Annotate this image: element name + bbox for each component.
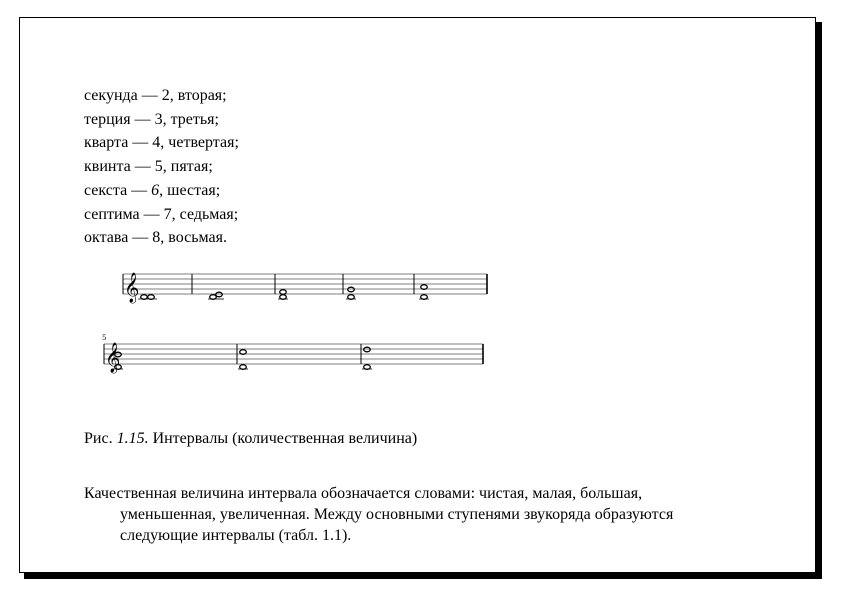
whole-note bbox=[216, 292, 223, 297]
music-staff-1 bbox=[115, 268, 495, 310]
interval-item: секунда — 2, вторая; bbox=[84, 87, 227, 104]
paragraph-line: следующие интервалы (табл. 1.1). bbox=[120, 527, 352, 544]
frame-shadow-bottom bbox=[24, 573, 822, 579]
interval-item: октава — 8, восьмая. bbox=[84, 229, 228, 247]
interval-item: секста — 6, шестая; bbox=[84, 181, 221, 199]
frame-shadow-right bbox=[816, 22, 822, 578]
paragraph-line: Качественная величина интервала обозначается словами: чистая, малая, большая, bbox=[84, 485, 643, 502]
body-paragraph bbox=[84, 483, 804, 546]
measure-number: 5 bbox=[102, 334, 107, 342]
treble-clef-icon: 𝄞 bbox=[124, 273, 140, 303]
interval-item: кварта — 4, четвертая; bbox=[84, 134, 239, 152]
interval-list bbox=[84, 84, 239, 250]
whole-note bbox=[348, 287, 355, 292]
figure-caption: Рис. 1.15. Интервалы (количественная величина) bbox=[84, 430, 418, 447]
interval-item: квинта — 5, пятая; bbox=[84, 158, 213, 176]
interval-item: терция — 3, третья; bbox=[84, 110, 219, 128]
treble-clef-icon: 𝄞 bbox=[105, 343, 121, 373]
music-staff-2 bbox=[96, 333, 490, 375]
paragraph-line: уменьшенная, увеличенная. Между основными ступенями звукоряда образуются bbox=[120, 506, 674, 523]
interval-item: септима — 7, седьмая; bbox=[84, 205, 239, 223]
whole-note bbox=[364, 347, 371, 352]
